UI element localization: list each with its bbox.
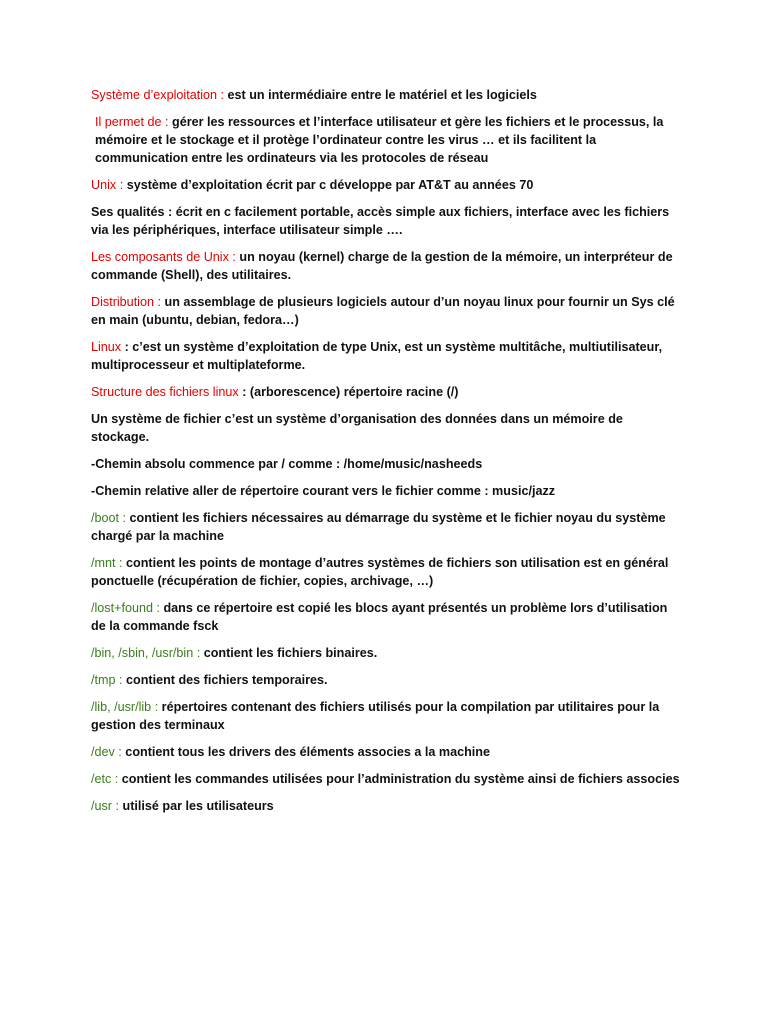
- paragraph: [91, 509, 681, 545]
- paragraph-text: dans ce répertoire est copié les blocs ayant présentés un problème lors d’utilisation de la commande fsck: [91, 601, 668, 633]
- paragraph: [91, 644, 681, 662]
- document-page: [91, 86, 681, 824]
- paragraph: [91, 599, 681, 635]
- paragraph-label: /dev :: [91, 745, 122, 759]
- paragraph-text: est un intermédiaire entre le matériel et les logiciels: [224, 88, 537, 102]
- paragraph-text: contient les fichiers nécessaires au démarrage du système et le fichier noyau du système chargé par la machine: [91, 511, 666, 543]
- paragraph-text: : (arborescence) répertoire racine (/): [238, 385, 459, 399]
- paragraph-label: /tmp :: [91, 673, 123, 687]
- paragraph: [91, 671, 681, 689]
- paragraph: [91, 455, 681, 473]
- paragraph: [91, 743, 681, 761]
- paragraph: [91, 113, 681, 167]
- paragraph-text: contient les fichiers binaires.: [200, 646, 378, 660]
- paragraph-text: utilisé par les utilisateurs: [119, 799, 274, 813]
- paragraph-text: un noyau (kernel) charge de la gestion de la mémoire, un interpréteur de commande (Shell), des utilitaires.: [91, 250, 673, 282]
- paragraph-text: contient tous les drivers des éléments associes a la machine: [121, 745, 490, 759]
- paragraph: [91, 698, 681, 734]
- paragraph-text: : c’est un système d’exploitation de type Unix, est un système multitâche, multiutilisateur, multiprocesseur et multiplateforme.: [91, 340, 663, 372]
- paragraph-text: un assemblage de plusieurs logiciels autour d’un noyau linux pour fournir un Sys clé en main (ubuntu, debian, fedora…): [91, 295, 675, 327]
- paragraph-label: /mnt :: [91, 556, 123, 570]
- paragraph-label: /etc :: [91, 772, 119, 786]
- paragraph: [91, 293, 681, 329]
- paragraph: [91, 797, 681, 815]
- paragraph-label: Les composants de Unix :: [91, 250, 236, 264]
- paragraph: [91, 410, 681, 446]
- paragraph-label: /lost+found :: [91, 601, 160, 615]
- paragraph-text: -Chemin absolu commence par / comme : /home/music/nasheeds: [91, 457, 483, 471]
- paragraph-label: Il permet de :: [95, 115, 169, 129]
- paragraph: [91, 770, 681, 788]
- paragraph-text: répertoires contenant des fichiers utilisés pour la compilation par utilitaires pour la gestion des terminaux: [91, 700, 660, 732]
- paragraph-text: contient des fichiers temporaires.: [122, 673, 328, 687]
- paragraph-label: Structure des fichiers linux: [91, 385, 239, 399]
- paragraph-label: /bin, /sbin, /usr/bin :: [91, 646, 201, 660]
- paragraph-text: gérer les ressources et l’interface utilisateur et gère les fichiers et le processus, la mémoire et le stockage et il protège l’ordinateur contre les virus … et ils facilitent la communication entre les ordinateurs via les protocoles de réseau: [95, 115, 664, 165]
- paragraph-label: Linux: [91, 340, 122, 354]
- paragraph: [91, 383, 681, 401]
- paragraph-text: contient les points de montage d’autres systèmes de fichiers son utilisation est en général ponctuelle (récupération de fichier, copies, archivage, …): [91, 556, 669, 588]
- paragraph: [91, 86, 681, 104]
- paragraph-text: contient les commandes utilisées pour l’administration du système ainsi de fichiers associes: [118, 772, 680, 786]
- paragraph: [91, 203, 681, 239]
- paragraph: [91, 482, 681, 500]
- paragraph-text: Un système de fichier c’est un système d’organisation des données dans un mémoire de stockage.: [91, 412, 623, 444]
- paragraph: [91, 248, 681, 284]
- paragraph: [91, 338, 681, 374]
- paragraph: [91, 176, 681, 194]
- paragraph-text: -Chemin relative aller de répertoire courant vers le fichier comme : music/jazz: [91, 484, 556, 498]
- paragraph-label: Unix :: [91, 178, 124, 192]
- paragraph-label: /usr :: [91, 799, 119, 813]
- paragraph-text: système d’exploitation écrit par c développe par AT&T au années 70: [123, 178, 534, 192]
- paragraph-text: Ses qualités : écrit en c facilement portable, accès simple aux fichiers, interface avec les fichiers via les périphériques, interface utilisateur simple ….: [91, 205, 670, 237]
- paragraph-label: /boot :: [91, 511, 127, 525]
- paragraph-label: Système d’exploitation :: [91, 88, 225, 102]
- paragraph-label: /lib, /usr/lib :: [91, 700, 159, 714]
- paragraph-label: Distribution :: [91, 295, 161, 309]
- paragraph: [91, 554, 681, 590]
